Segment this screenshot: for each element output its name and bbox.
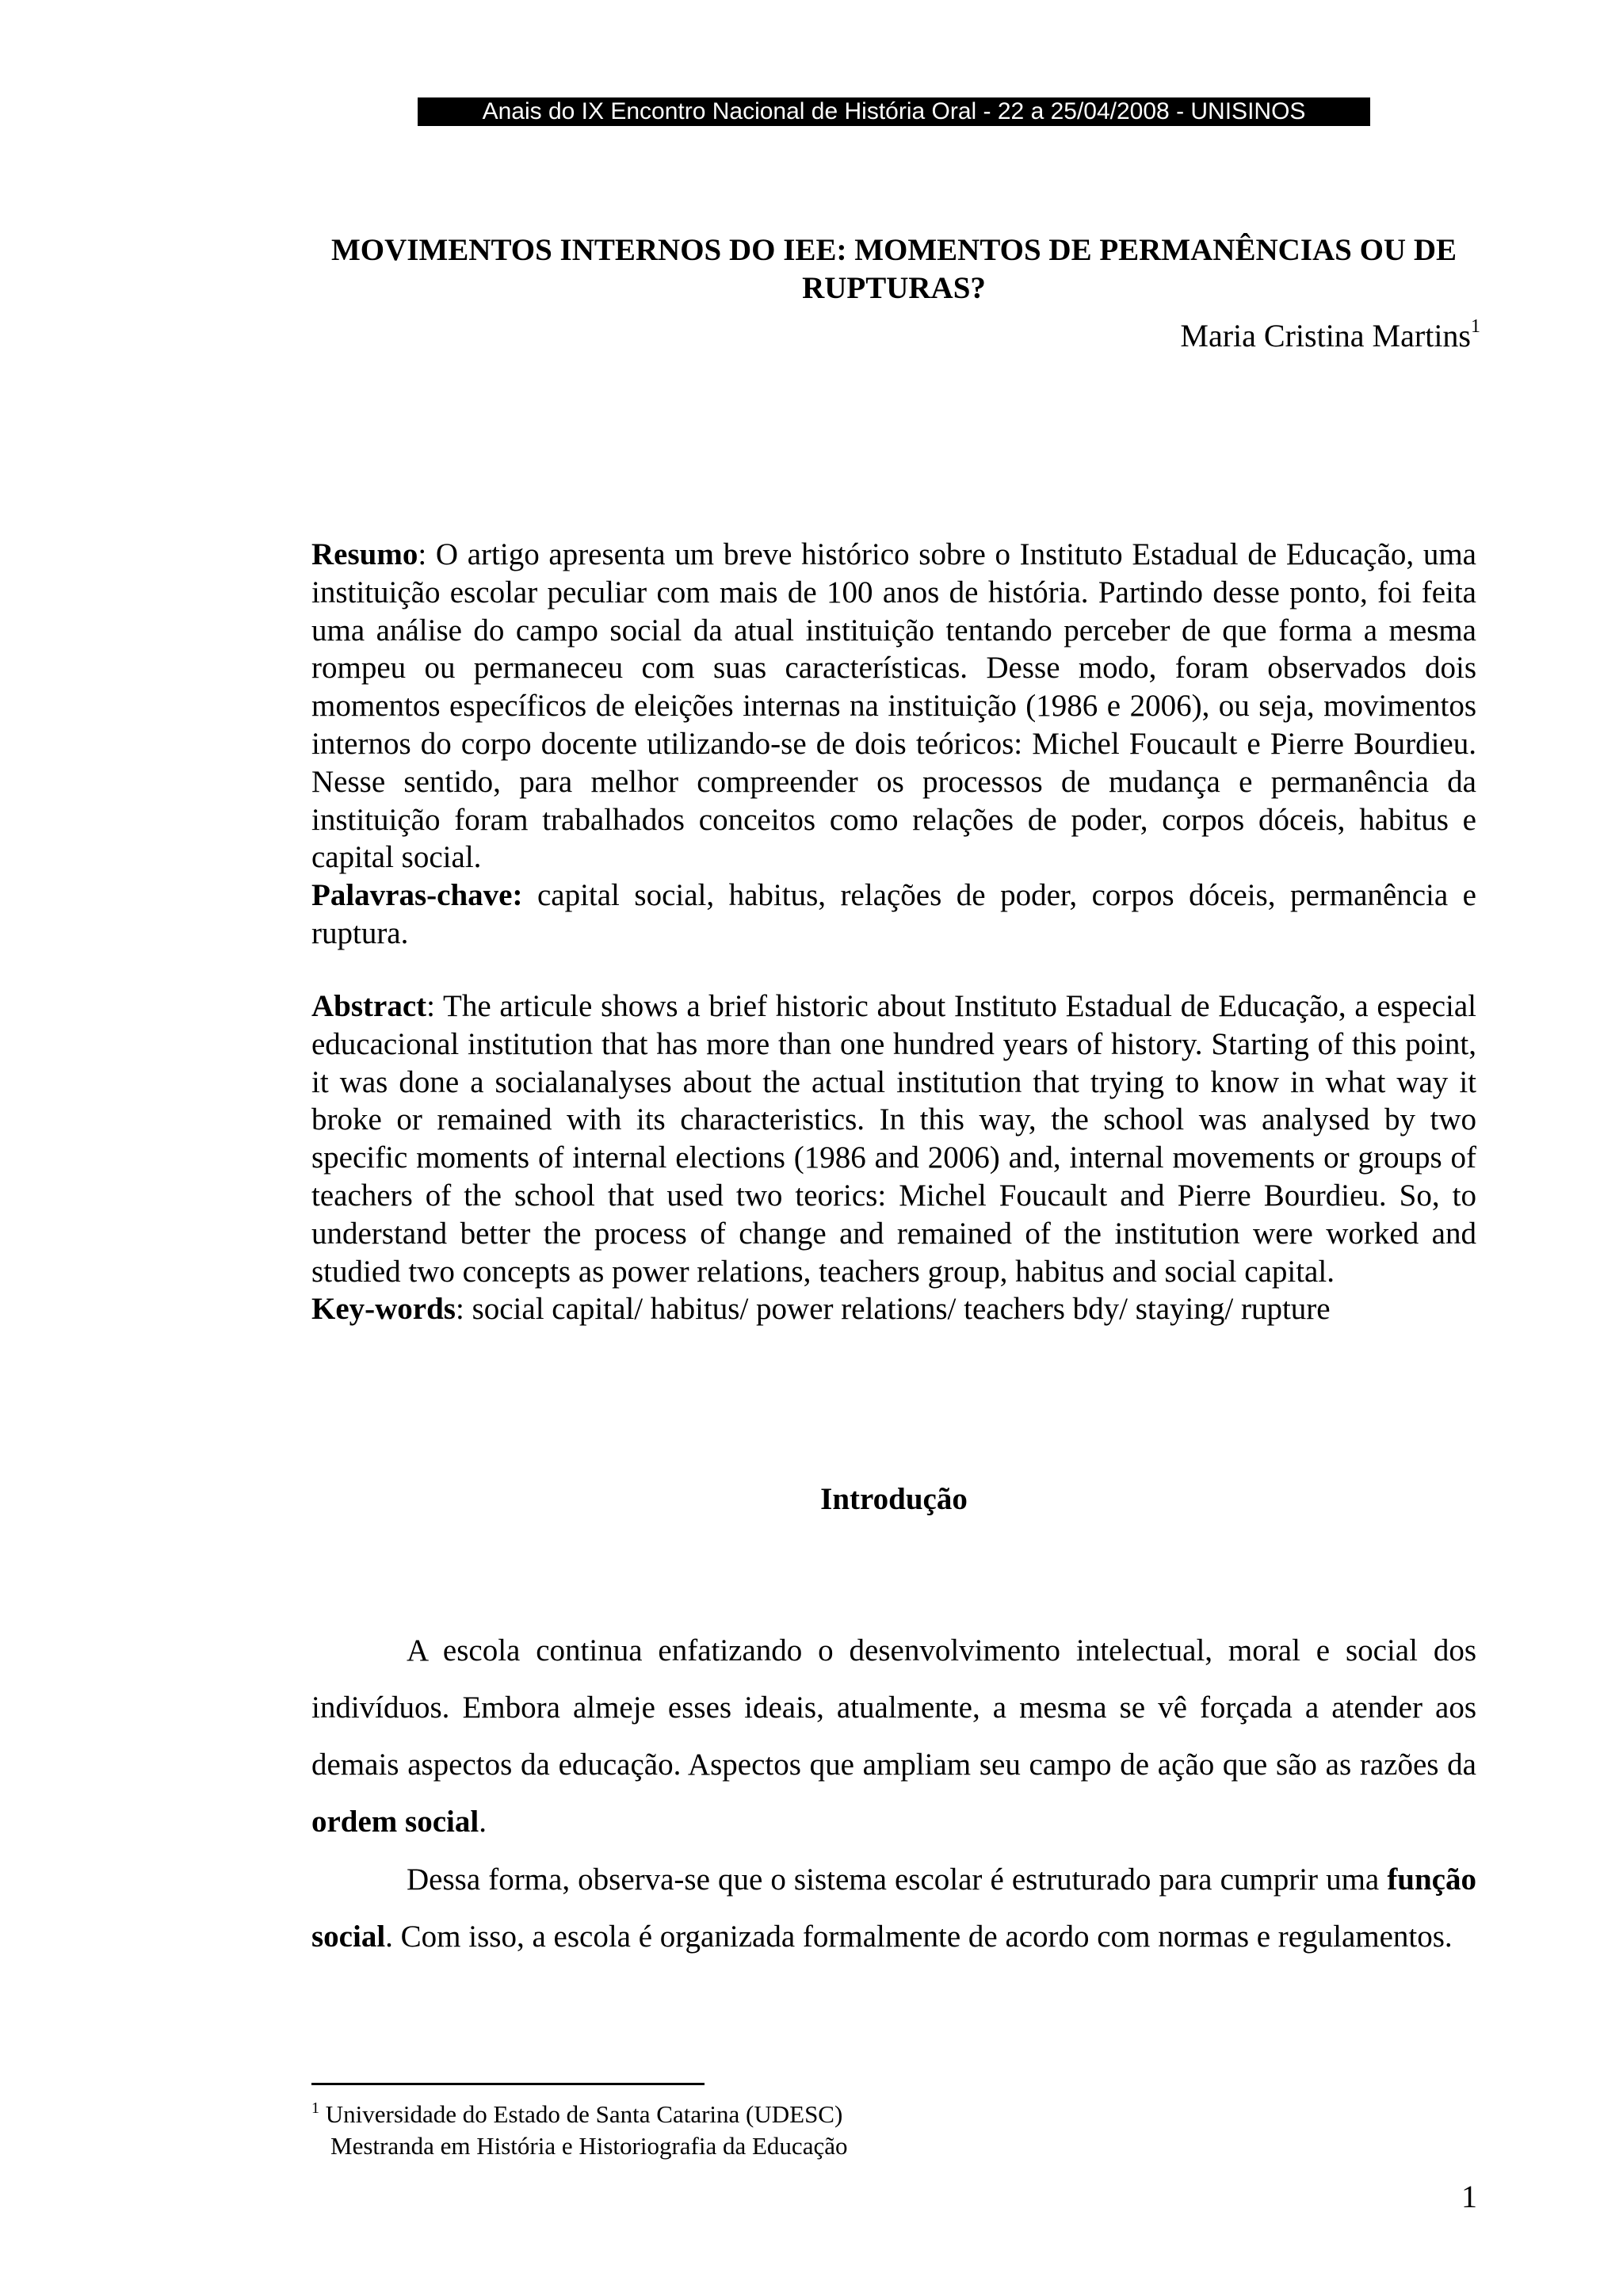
intro-p1-end: . (479, 1805, 487, 1839)
palavras-chave-text: capital social, habitus, relações de poder, corpos dóceis, permanência e ruptura. (311, 878, 1476, 950)
author-footnote-mark: 1 (1471, 316, 1480, 337)
abstract-paragraph (311, 988, 1476, 1328)
keywords-label: Key-words (311, 1292, 456, 1327)
palavras-chave-label: Palavras-chave: (311, 878, 523, 913)
resumo-paragraph (311, 536, 1476, 953)
introduction-heading: Introdução (820, 1482, 968, 1516)
page-number: 1 (1461, 2179, 1477, 2214)
intro-p2-bold: função social (311, 1862, 1476, 1954)
abstract-label: Abstract (311, 989, 427, 1023)
resumo-text: : O artigo apresenta um breve histórico sobre o Instituto Estadual de Educação, uma instituição escolar peculiar com mais de 100 anos de história. Partindo desse ponto, foi feita uma análise do campo social da atual instituição tentando perceber de que forma a mesma rompeu ou permaneceu com suas características. Desse modo, foram observados dois momentos específicos de eleições internas na instituição (1986 e 2006), ou seja, movimentos internos do corpo docente utilizando-se de dois teóricos: Michel Foucault e Pierre Bourdieu. Nesse sentido, para melhor compreender os processos de mudança e permanência da instituição foram trabalhados conceitos como relações de poder, corpos dóceis, habitus e capital social. (311, 537, 1476, 875)
resumo-label: Resumo (311, 537, 418, 571)
paper-title: MOVIMENTOS INTERNOS DO IEE: MOMENTOS DE PERMANÊNCIAS OU DE RUPTURAS? (330, 233, 1457, 305)
footnote-mark: 1 (311, 2099, 319, 2117)
keywords-text: : social capital/ habitus/ power relations/ teachers bdy/ staying/ rupture (455, 1292, 1331, 1327)
introduction-paragraph-2 (311, 1851, 1476, 1966)
footnote-rule (311, 2083, 705, 2085)
header-banner: Anais do IX Encontro Nacional de História Oral - 22 a 25/04/2008 - UNISINOS (418, 97, 1370, 126)
intro-p1-text: A escola continua enfatizando o desenvolvimento intelectual, moral e social dos indivíduos. Embora almeje esses ideais, atualmente, a mesma se vê forçada a atender aos demais aspectos da educação. Aspectos que ampliam seu campo de ação que são as razões da (311, 1633, 1476, 1782)
footnote (311, 2092, 1262, 2162)
author-name: Maria Cristina Martins (1180, 318, 1471, 353)
intro-p1-bold: ordem social (311, 1805, 479, 1839)
abstract-text: : The articule shows a brief historic about Instituto Estadual de Educação, a especial educacional institution that has more than one hundred years of history. Starting of this point, it was done a socialanalyses about the actual institution that trying to know in what way it broke or remained with its characteristics. In this way, the school was analysed by two specific moments of internal elections (1986 and 2006) and, internal movements or groups of teachers of the school that used two teorics: Michel Foucault and Pierre Bourdieu. So, to understand better the process of change and remained of the institution were worked and studied two concepts as power relations, teachers group, habitus and social capital. (311, 989, 1476, 1289)
footnote-line-2: Mestranda em História e Historiografia da Educação (330, 2132, 848, 2160)
intro-p2-text: . Com isso, a escola é organizada formalmente de acordo com normas e regulamentos. (385, 1920, 1453, 1954)
author (1180, 308, 1480, 355)
introduction-paragraph-1 (311, 1622, 1476, 1851)
intro-p2-start: Dessa forma, observa-se que o sistema escolar é estruturado para cumprir uma (407, 1862, 1388, 1897)
footnote-line-1: Universidade do Estado de Santa Catarina (UDESC) (325, 2100, 843, 2128)
